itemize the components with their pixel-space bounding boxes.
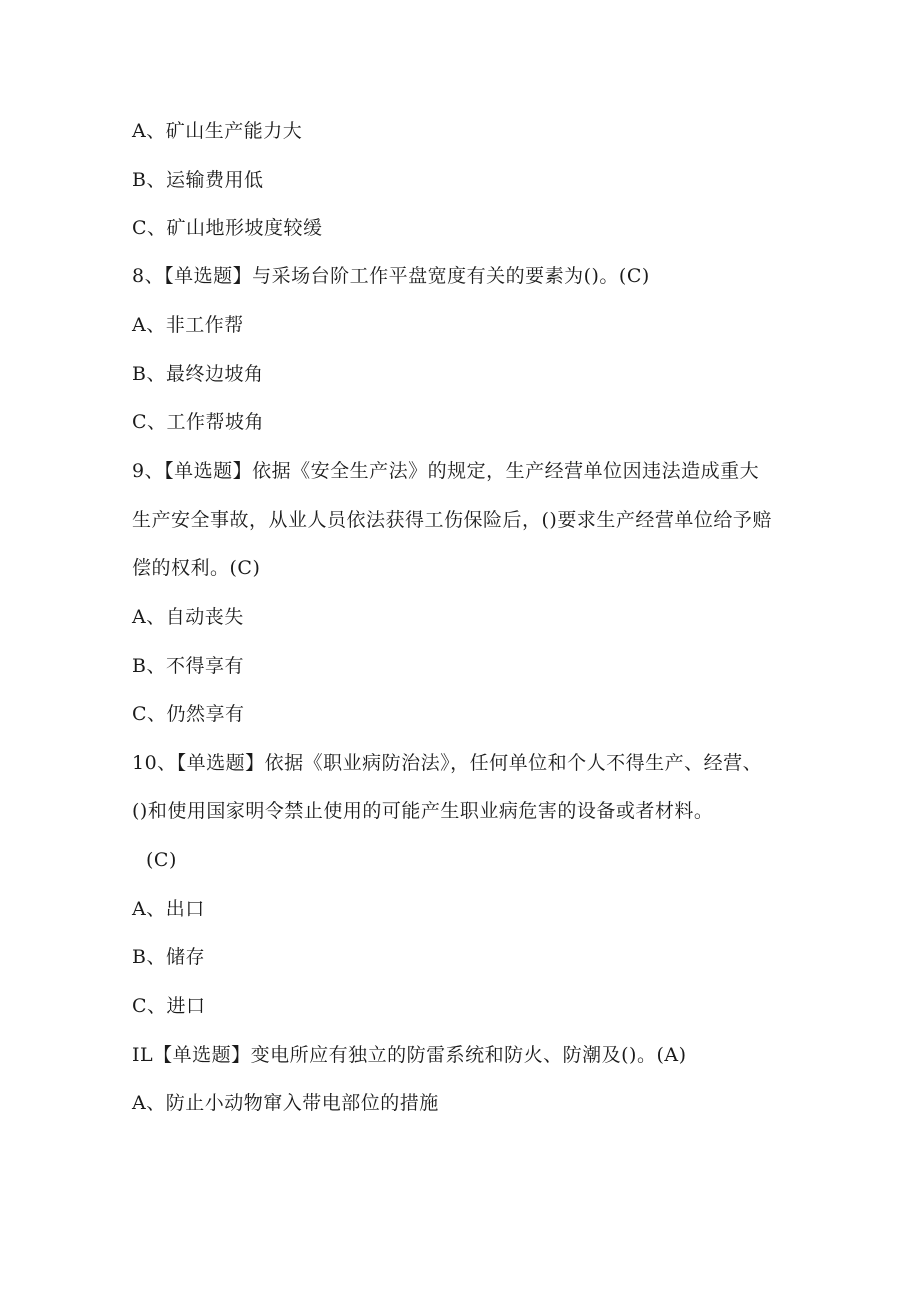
q9-option-c: C、仍然享有 bbox=[132, 703, 245, 725]
question-9-line-2: 生产安全事故，从业人员依法获得工伤保险后，()要求生产经营单位给予赔 bbox=[132, 509, 772, 531]
q8-option-c: C、工作帮坡角 bbox=[132, 411, 265, 433]
q9-option-b: B、不得享有 bbox=[132, 655, 244, 677]
q11-option-a: A、防止小动物窜入带电部位的措施 bbox=[132, 1092, 439, 1114]
question-9-line-1: 9、【单选题】依据《安全生产法》的规定，生产经营单位因违法造成重大 bbox=[132, 460, 760, 482]
q8-option-b: B、最终边坡角 bbox=[132, 363, 264, 385]
q9-option-a: A、自动丧失 bbox=[132, 606, 244, 628]
question-10-line-1: 10、【单选题】依据《职业病防治法》，任何单位和个人不得生产、经营、 bbox=[132, 752, 763, 774]
question-8: 8、【单选题】与采场台阶工作平盘宽度有关的要素为()。(C) bbox=[132, 265, 650, 287]
q7-option-c: C、矿山地形坡度较缓 bbox=[132, 217, 323, 239]
q10-option-b: B、储存 bbox=[132, 946, 205, 968]
q7-option-a: A、矿山生产能力大 bbox=[132, 120, 303, 142]
question-10-answer: (C) bbox=[146, 849, 177, 871]
q7-option-b: B、运输费用低 bbox=[132, 169, 264, 191]
question-11: IL【单选题】变电所应有独立的防雷系统和防火、防潮及()。(A) bbox=[132, 1044, 687, 1066]
question-10-line-2: ()和使用国家明令禁止使用的可能产生职业病危害的设备或者材料。 bbox=[132, 800, 714, 822]
question-9-line-3: 偿的权利。(C) bbox=[132, 557, 261, 579]
q8-option-a: A、非工作帮 bbox=[132, 314, 244, 336]
q10-option-a: A、出口 bbox=[132, 898, 205, 920]
q10-option-c: C、进口 bbox=[132, 995, 206, 1017]
